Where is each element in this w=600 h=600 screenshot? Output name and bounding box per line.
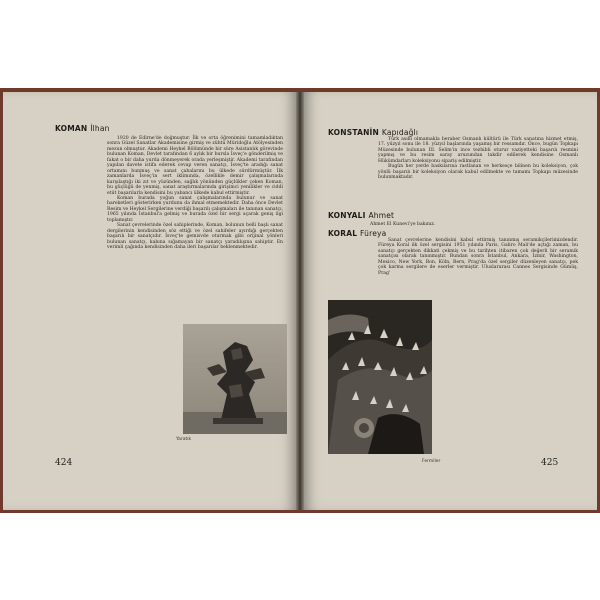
paragraph: Koman burada yoğun sanat çalışmalarında bulunur ve sanat hareketleri gösterirken yurdunu da ihmal etmemektedir. Daha önce Devlet Resim ve Heykel Sergilerine verdiği başarılı çalışmaları ile tanınan sanatçı, 1965 yılında İstanbul'a gelmiş ve burada özel bir sergi açarak geniş ilgi toplamıştır. [107, 195, 283, 223]
photo-caption: Fermiler [422, 459, 441, 464]
right-page [304, 92, 597, 510]
entry-body-koral [378, 238, 578, 276]
left-page [3, 92, 296, 510]
paragraph: Bugün her yerde baskılarına rastlanan ve herkesçe bilinen bu koleksiyon, çok yönlü başarılı bir koleksiyon olarak kabul edilmekte ve tamamı Topkapı müzesinde bulunmaktadır. [378, 164, 578, 181]
entry-surname: KONSTANİN [328, 128, 380, 137]
entry-heading-koman [55, 124, 110, 133]
entry-given-name: İlhan [90, 124, 110, 133]
paragraph: Türk asıllı olmamakla beraber Osmanlı kültürü ile Türk sanatına hizmet etmiş, 17. yüzyıl sonu ile 18. yüzyıl başlarında yaşamış bir ressamdır. Önce, bugün Topkapı Müzesinde bulunan III. Selim'in ince tezhibli oturur vaziyetteki başarılı resmini yapmış ve bu resim saray aruzundan takdir edilerek kendisine Osmanlı Hükümdarları koleksiyonu sipariş edilmiştir. [378, 137, 578, 164]
entry-body-konyali [370, 222, 570, 227]
book-gutter [296, 92, 304, 510]
paragraph: Sanat çevrelerine kendisini kabul ettirmiş tanınmış seramikçilerimizdendir. Füreya Koral ilk özel sergisini 1951 yılında Paris, Galiro Mali'de açtığı zaman, bu sanatçı gerçekten dikkati çekmiş ve bu tarihten itibaren çok değerli bir seramik sanatçısı olarak tanınmıştır. Bundan sonra İstanbul, Ankara, İzmir, Washington, Mexico, New York, Bon, Köln, Bern, Prag'da özel sergiler düzenleyen sanatçı, pek çok karma sergilere de eserler vermiştir. Uluslararası Cannes Sergisinde Gümüş, Prag' [378, 238, 578, 276]
entry-heading-konyali [328, 211, 394, 220]
entry-heading-koral [328, 229, 386, 238]
entry-given-name: Kapıdağlı [381, 128, 419, 137]
entry-heading-konstanin [328, 128, 418, 137]
page-number: 425 [541, 458, 559, 468]
page-number: 424 [55, 458, 73, 468]
sculpture-photo [183, 324, 287, 434]
entry-surname: KOMAN [55, 124, 88, 133]
entry-given-name: Füreya [360, 229, 387, 238]
entry-body-koman [107, 136, 283, 251]
paragraph: Ahmet El Kunevi'ye bakınız. [370, 222, 436, 227]
paragraph: Sanat çevrelerinde özel sahiplerinde, Koman, bolunun belli başlı sanat dergilerinin kendisinden söz ettiği ve özel sahifeler ayırdığı gerçekten başarılı bir sanatçıdır. İsveç'te gemisvde oturmak gibi orijinal yönleri bulunan sanatçı, kabına sığamayan bir sanatçı yaradılışına sahiptir. En verimli çağında kendisinden daha ileri başarılar beklenmektedir. [107, 223, 283, 251]
paragraph: 1920 de Edirne'de doğmuştur. İlk ve orta öğrenimini tamamladıktan sonra Güzel Sanatlar Akademisine girmiş ve zühtü Müridoğlu Atölyesinden mezun olmuştur. Akademi Heykel Bölümünde bir süre Asistanlık görevinde bulunan Koman, Devlet tarafından 6 aylık bir bursla İsveç'e gönderilmiş ve fakat o bir daha yurda dönmeyerek orada yerleşmiştir. Akademi tarafından yapılan davete istifa ederek cevap veren sanatçı, İsveç'te aradığı sanat ortamını bunmuş ve sanat çabalarını bu ülkede sürdürmüştür. İlk zamanlarda İsveç'in sert iklimında, özellikle demir çalışmalarında karşılaştığı iki zıt ve yüzünden, sağlık yönünden güçlükler çeken Koman, bu güçlüğü de yenmiş, sanat araştırmalarında girişimci yenilikler ve ciddi etüt başarılarla kendisini bu yabancı ülkede kabul ettirmiştir. [107, 136, 283, 196]
entry-surname: KORAL [328, 229, 358, 238]
entry-body-konstanin [378, 137, 578, 181]
entry-surname: KONYALI [328, 211, 366, 220]
ceramic-photo [328, 300, 432, 454]
entry-given-name: Ahmet [368, 211, 395, 220]
photo-caption: Yaratık [176, 437, 192, 442]
